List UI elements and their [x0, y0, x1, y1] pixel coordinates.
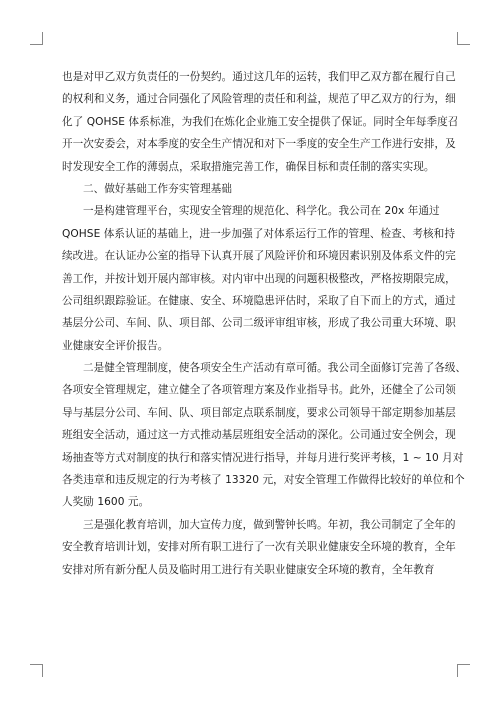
text-line: 开一次安委会，对本季度的安全生产情况和对下一季度的安全生产工作进行安排，及 — [62, 138, 456, 151]
crop-mark-top-right — [457, 32, 470, 45]
text-line: 业健康安全评价报告。 — [62, 339, 169, 352]
text-line: 场抽查等方式对制度的执行和落实情况进行指导，并每月进行奖评考核，1 ~ 10 月对 — [62, 451, 464, 464]
text-line: 安全教育培训计划，安排对所有职工进行了一次有关职业健康安全环境的教育，全年 — [62, 541, 456, 554]
text-line: 三是强化教育培训，加大宣传力度，做到警钟长鸣。年初，我公司制定了全年的 — [83, 518, 456, 531]
crop-mark-bottom-right — [457, 664, 470, 677]
crop-mark-bottom-left — [30, 664, 43, 677]
text-line: 基层分公司、车间、队、项目部、公司二级评审组审核，形成了我公司重大环境、职 — [62, 317, 456, 330]
text-line: 一是构建管理平台，实现安全管理的规范化、科学化。我公司在 20x 年通过 — [83, 205, 440, 218]
text-line: 班组安全活动，通过这一方式推动基层班组安全活动的深化。公司通过安全例会，现 — [62, 429, 456, 442]
text-line: 安排对所有新分配人员及临时用工进行有关职业健康安全环境的教育，全年教育 — [62, 563, 435, 576]
text-line: 时发现安全工作的薄弱点，采取措施完善工作，确保目标和责任制的落实实现。 — [62, 160, 435, 173]
section-heading: 二、做好基础工作夯实管理基础 — [83, 182, 233, 195]
text-line: 续改进。在认证办公室的指导下认真开展了风险评价和环境因素识别及体系文件的完 — [62, 250, 456, 263]
text-line: 善工作，并按计划开展内部审核。对内审中出现的问题积极整改，严格按期限完成， — [62, 272, 456, 285]
text-line: 各项安全管理规定，建立健全了各项管理方案及作业指导书。此外，还健全了公司领 — [62, 384, 456, 397]
text-line: 二是健全管理制度，使各项安全生产活动有章可循。我公司全面修订完善了各级、 — [83, 362, 467, 375]
text-line: 各类违章和违反规定的行为考核了 13320 元，对安全管理工作做得比较好的单位和个 — [62, 474, 465, 487]
crop-mark-top-left — [30, 32, 43, 45]
text-line: QOHSE 体系认证的基础上，进一步加强了对体系运行工作的管理、检查、考核和持 — [62, 227, 455, 240]
text-line: 化了 QOHSE 体系标准，为我们在炼化企业施工安全提供了保证。同时全年每季度召 — [62, 115, 459, 128]
text-line: 公司组织跟踪验证。在健康、安全、环境隐患评估时，采取了自下而上的方式，通过 — [62, 294, 456, 307]
text-line: 也是对甲乙双方负责任的一份契约。通过这几年的运转，我们甲乙双方都在履行自己 — [62, 71, 456, 83]
text-line: 导与基层分公司、车间、队、项目部定点联系制度，要求公司领导干部定期参加基层 — [62, 406, 456, 419]
document-body — [62, 66, 467, 581]
text-line: 人奖励 1600 元。 — [62, 496, 150, 509]
text-line: 的权利和义务，通过合同强化了风险管理的责任和利益，规范了甲乙双方的行为，细 — [62, 93, 456, 106]
